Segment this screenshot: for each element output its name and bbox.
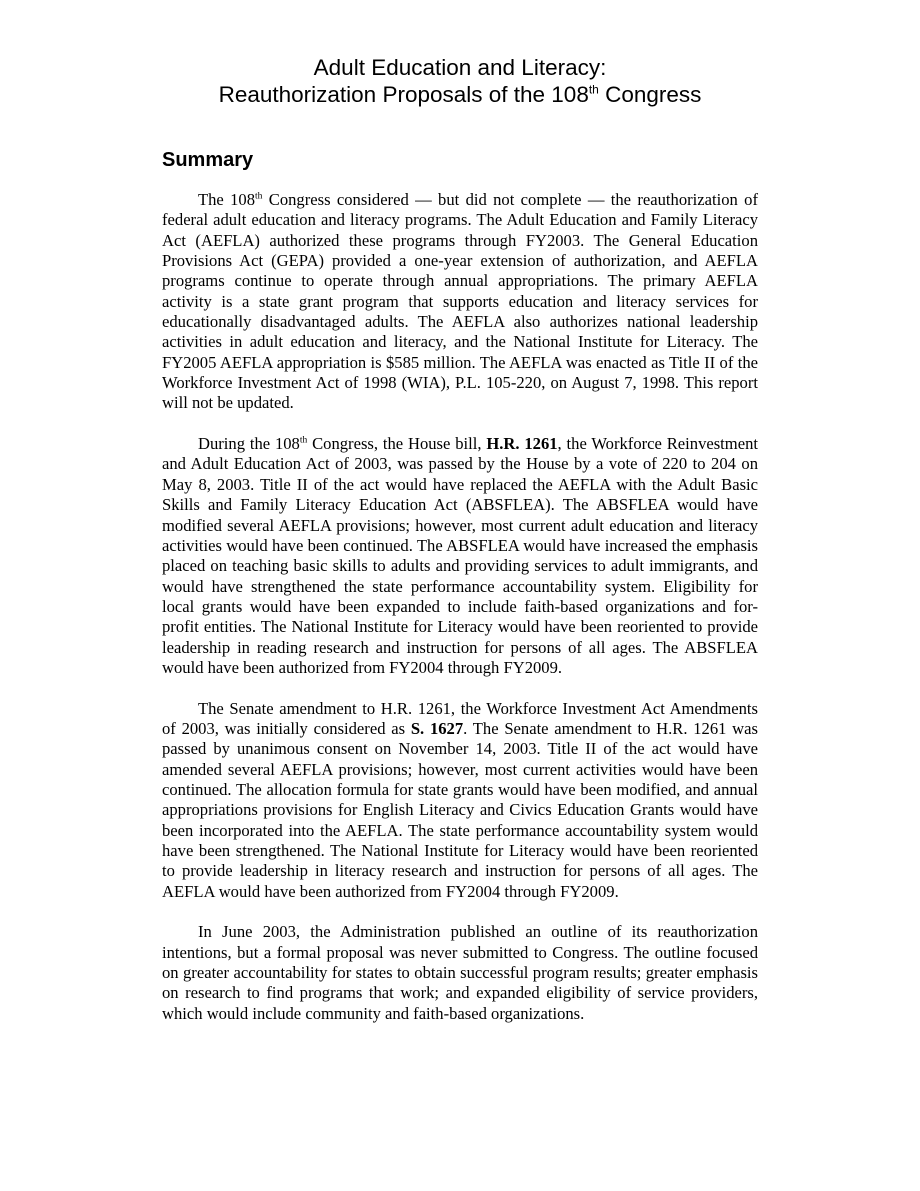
p2-body: , the Workforce Reinvestment and Adult Education Act of 2003, was passed by the House by a vote of 220 to 204 on May 8, 2003. Title II of the act would have replaced the AEFLA with the Adult Basic Skills and Family Literacy Education Act (ABSFLEA). The ABSFLEA would have modified several AEFLA provisions; however, most current adult education and literacy activities would have been continued. The ABSFLEA would have increased the emphasis placed on teaching basic skills to adults and providing services to adult immigrants, and would have strengthened the state performance accountability system. Eligibility for local grants would have been expanded to include faith-based organizations and for-profit entities. The National Institute for Literacy would have been reoriented to provide leadership in reading research and instruction for persons of all ages. The ABSFLEA would have been authorized from FY2004 through FY2009.: [162, 434, 758, 677]
p2-lead: During the 108: [198, 434, 300, 454]
p3-lead: The Senate amendment to H.R. 1261, the Workforce Investment Act Amendments of 2003, was initially considered as: [162, 698, 758, 738]
p1-body: Congress considered — but did not complete — the reauthorization of federal adult education and literacy programs. The Adult Education and Family Literacy Act (AEFLA) authorized these programs through FY2003. The General Education Provisions Act (GEPA) provided a one-year extension of authorization, and AEFLA programs continue to operate through annual appropriations. The primary AEFLA activity is a state grant program that supports education and literacy services for educationally disadvantaged adults. The AEFLA also authorizes national leadership activities in adult education and literacy, and the National Institute for Literacy. The FY2005 AEFLA appropriation is $585 million. The AEFLA was enacted as Title II of the Workforce Investment Act of 1998 (WIA), P.L. 105-220, on August 7, 1998. This report will not be updated.: [162, 190, 758, 413]
p1-lead: The 108: [198, 190, 256, 209]
title-ordinal-suffix: th: [588, 82, 599, 97]
title-line-2-text: Reauthorization Proposals of the 108: [218, 82, 589, 107]
p2-ordinal-suffix: th: [299, 435, 308, 446]
summary-paragraph-4: [162, 922, 758, 1024]
p2-bill-number: H.R. 1261: [486, 434, 558, 454]
summary-paragraph-2: [162, 434, 758, 678]
summary-paragraph-3: [162, 699, 758, 902]
document-title: [162, 54, 758, 108]
p4-body: In June 2003, the Administration published an outline of its reauthorization intentions, but a formal proposal was never submitted to Congress. The outline focused on greater accountability for states to obtain successful program results; greater emphasis on research to find programs that work; and expanded eligibility of service providers, which would include community and faith-based organizations.: [162, 922, 758, 1023]
p3-body: . The Senate amendment to H.R. 1261 was passed by unanimous consent on November 14, 2003. Title II of the act would have amended several AEFLA provisions; however, most current activities would have been continued. The allocation formula for state grants would have been modified, and annual appropriations provisions for English Literacy and Civics Education Grants would have been incorporated into the AEFLA. The state performance accountability system would have been strengthened. The National Institute for Literacy would have been reoriented to provide leadership in literacy research and instruction for persons of all ages. The AEFLA would have been authorized from FY2004 through FY2009.: [162, 718, 758, 901]
title-line-2-end: Congress: [598, 82, 702, 107]
title-line-2: [219, 82, 702, 107]
p3-bill-number: S. 1627: [410, 718, 464, 738]
p1-ordinal-suffix: th: [255, 191, 263, 202]
title-line-1: Adult Education and Literacy:: [313, 55, 607, 80]
document-page: [162, 54, 758, 1024]
summary-heading: Summary: [162, 149, 254, 171]
p2-mid: Congress, the House bill,: [307, 434, 487, 454]
summary-paragraph-1: [162, 190, 758, 414]
